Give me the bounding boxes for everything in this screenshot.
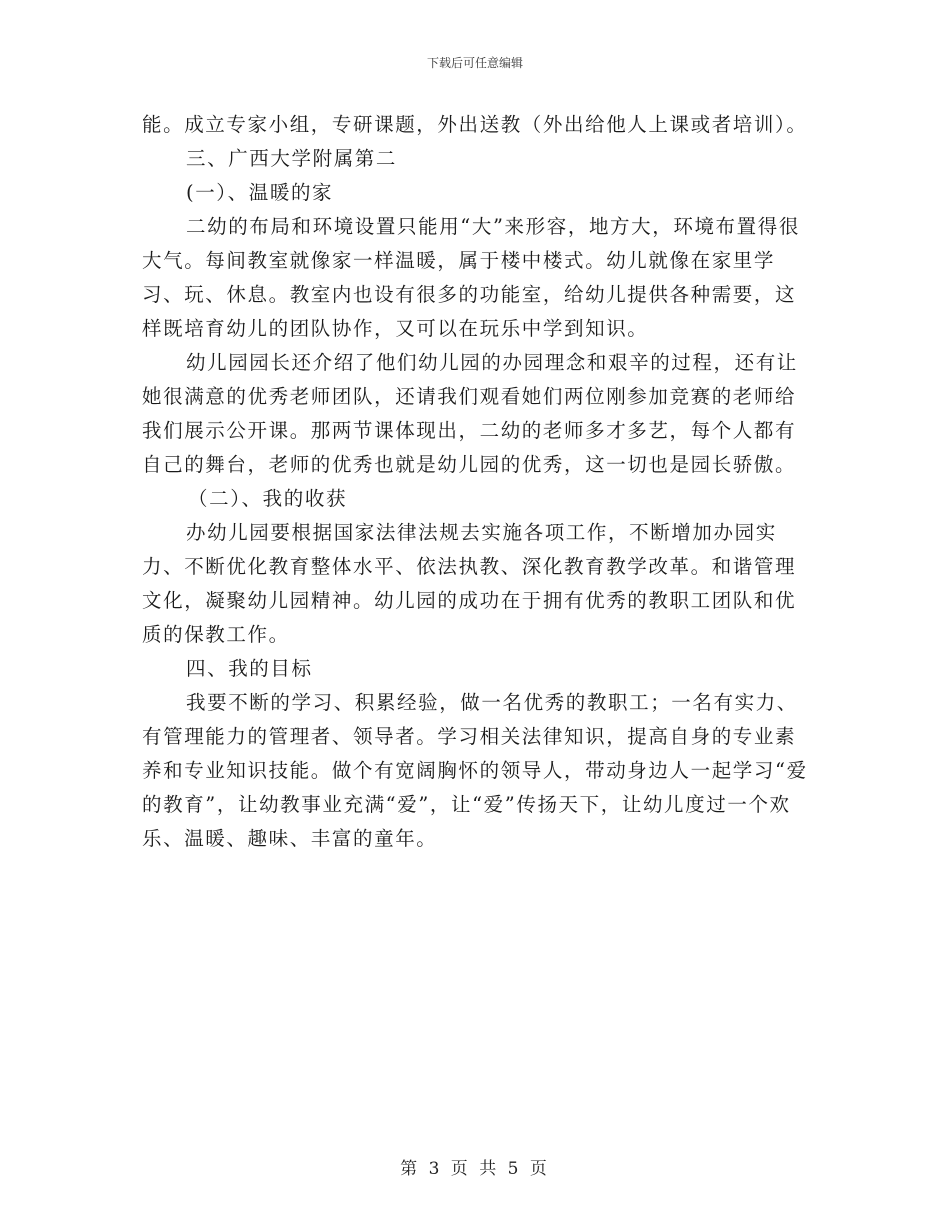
page-number-footer: 第 3 页 共 5 页 (400, 1159, 550, 1179)
subheading-my-gains: （二）、我的收获 (188, 487, 348, 510)
document-body (142, 108, 810, 856)
paragraph-goals: 我要不断的学习、积累经验，做一名优秀的教职工；一名有实力、有管理能力的管理者、领导者。学习相关法律知识，提高自身的专业素养和专业知识技能。做个有宽阔胸怀的领导人，带动身边人一起学习“爱的教育”，让幼教事业充满“爱”，让“爱”传扬天下，让幼儿度过一个欢乐、温暖、趣味、丰富的童年。 (142, 691, 808, 850)
paragraph-principal: 幼儿园园长还介绍了他们幼儿园的办园理念和艰辛的过程，还有让她很满意的优秀老师团队，还请我们观看她们两位刚参加竞赛的老师给我们展示公开课。那两节课体现出，二幼的老师多才多艺，每个人都有自己的舞台，老师的优秀也就是幼儿园的优秀，这一切也是园长骄傲。 (142, 351, 798, 476)
subheading-warm-home: (一）、温暖的家 (186, 181, 334, 204)
paragraph-continuation: 能。成立专家小组，专研课题，外出送教（外出给他人上课或者培训）。 (142, 113, 808, 136)
section-heading-three: 三、广西大学附属第二 (186, 147, 398, 170)
paragraph-gains: 办幼儿园要根据国家法律法规去实施各项工作，不断增加办园实力、不断优化教育整体水平、依法执教、深化教育教学改革。和谐管理文化，凝聚幼儿园精神。幼儿园的成功在于拥有优秀的教职工团队和优质的保教工作。 (142, 521, 797, 646)
paragraph-layout: 二幼的布局和环境设置只能用“大”来形容，地方大，环境布置得很大气。每间教室就像家一样温暖，属于楼中楼式。幼儿就像在家里学习、玩、休息。教室内也设有很多的功能室，给幼儿提供各种需要，这样既培育幼儿的团队协作，又可以在玩乐中学到知识。 (142, 215, 800, 340)
section-heading-four: 四、我的目标 (186, 657, 313, 680)
page-header-note: 下载后可任意编辑 (426, 56, 523, 70)
